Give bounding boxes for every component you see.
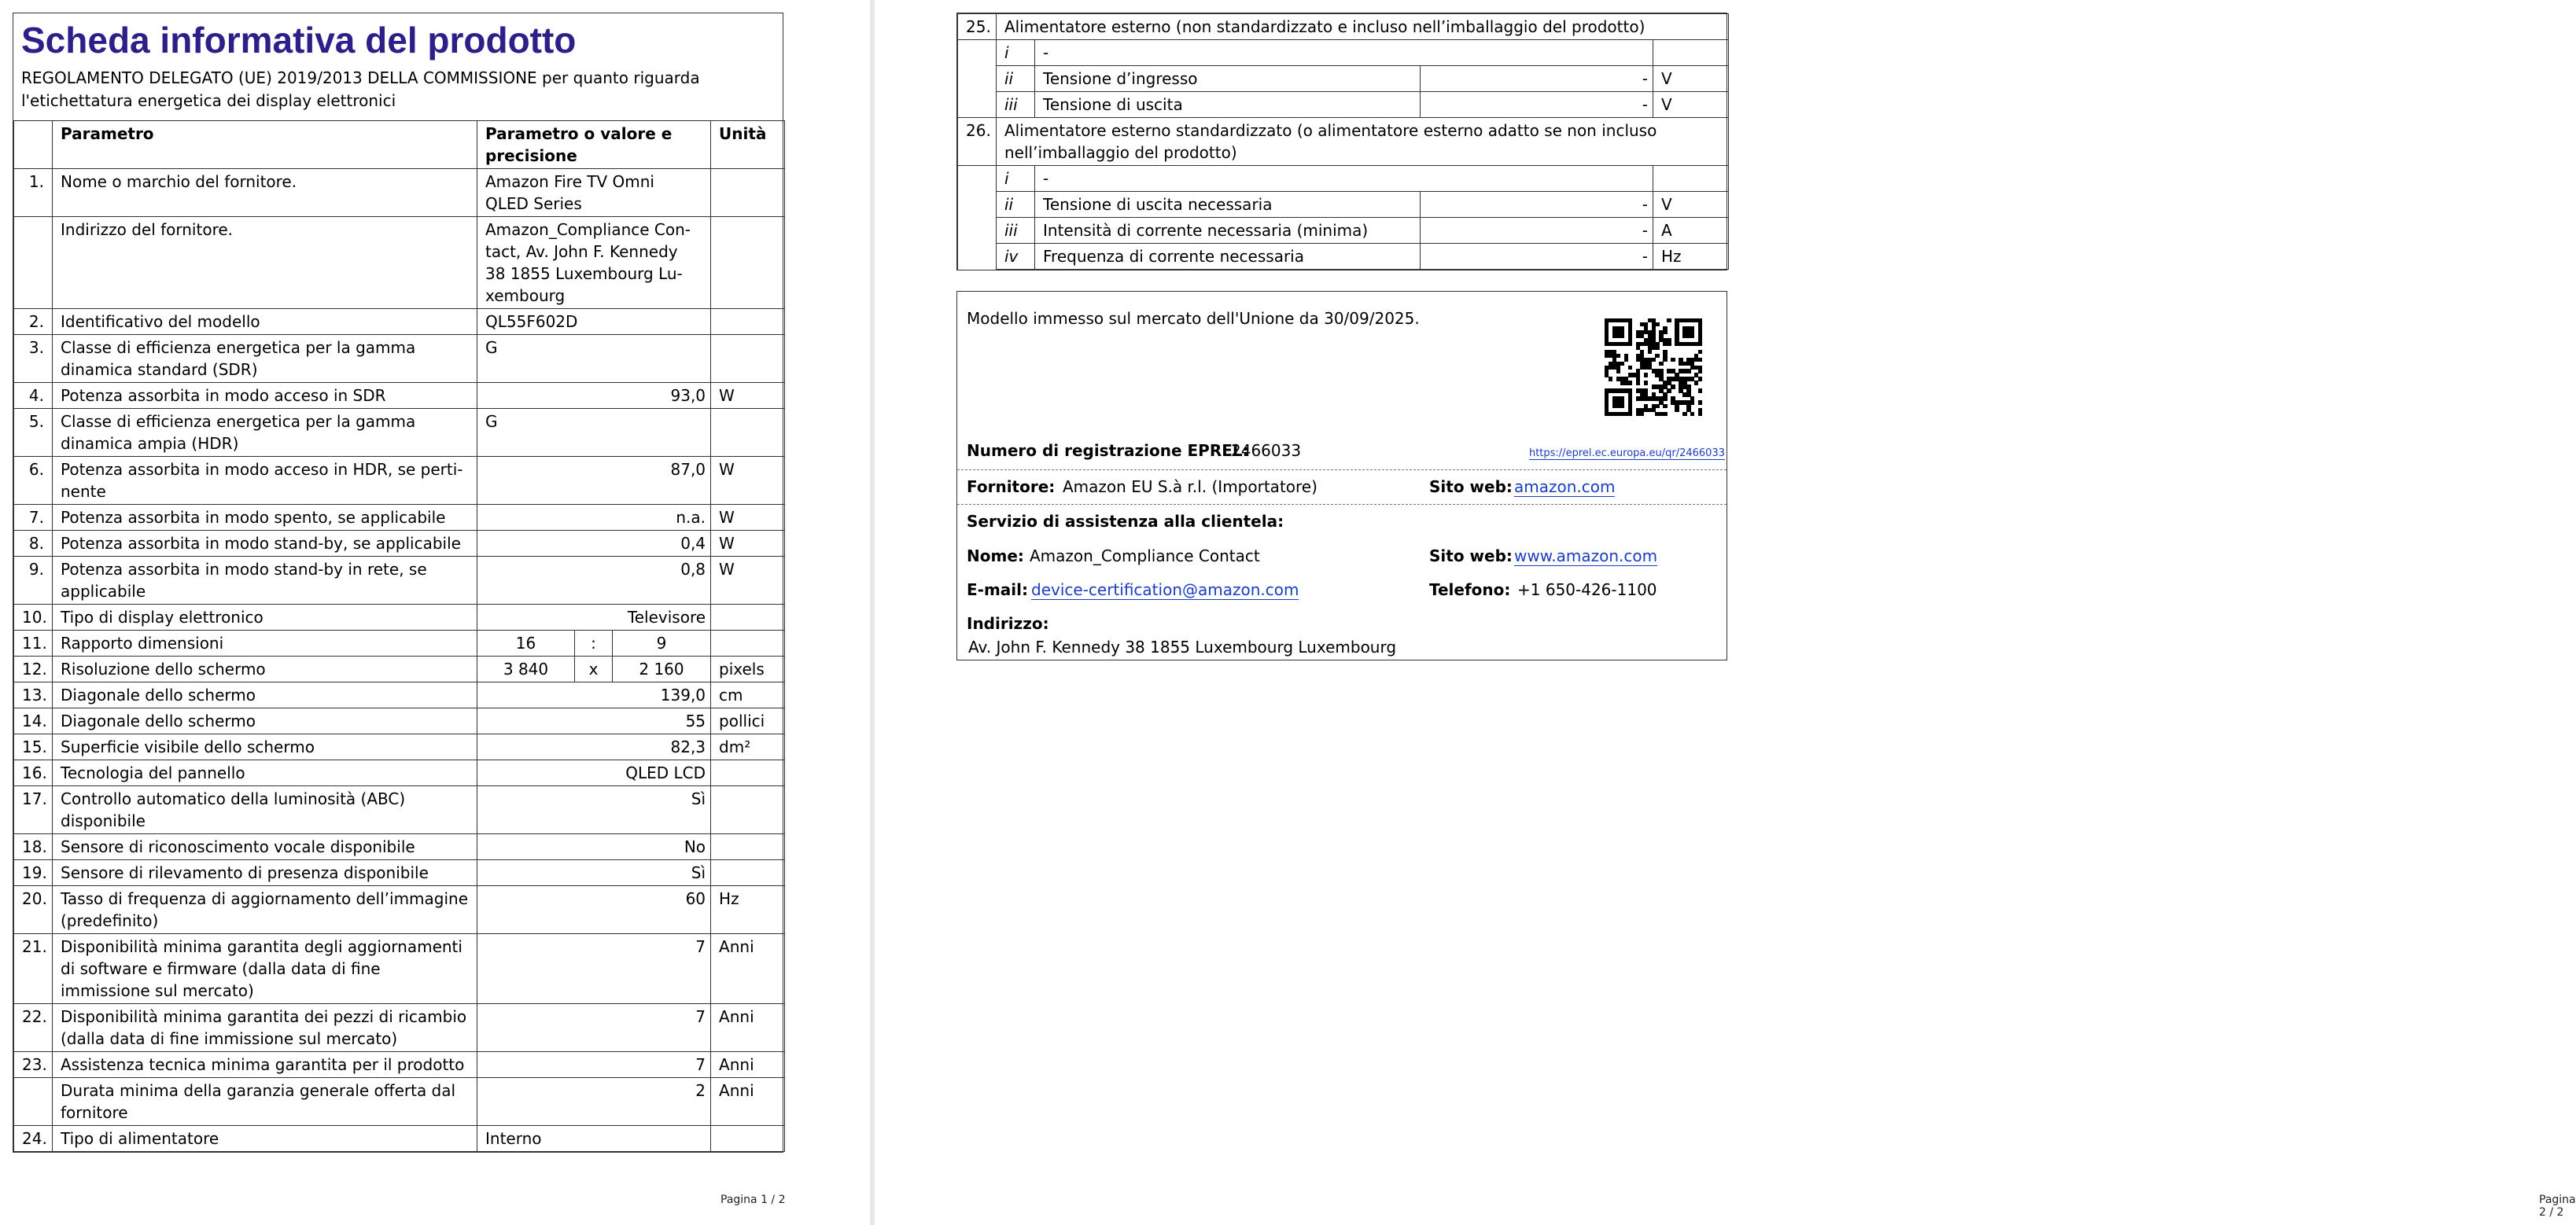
row-number	[958, 40, 997, 66]
table-row	[14, 1004, 785, 1052]
row-value: 7	[477, 1004, 711, 1052]
row-parameter: Indirizzo del fornitore.	[53, 217, 477, 309]
row-value: -	[1421, 218, 1653, 244]
row-number: 24.	[14, 1126, 53, 1152]
table-row	[14, 557, 785, 605]
row-number: 1.	[14, 169, 53, 217]
row-unit: V	[1653, 192, 1729, 218]
supplier-website-link[interactable]: amazon.com	[1514, 477, 1616, 496]
table-row	[14, 886, 785, 934]
row-number: 26.	[958, 118, 997, 166]
table-row	[14, 1052, 785, 1078]
row-parameter: Superficie visibile dello schermo	[53, 734, 477, 760]
row-number	[958, 244, 997, 270]
row-parameter: Durata minima della garanzia generale offerta dal fornitore	[53, 1078, 477, 1126]
supplier-value: Amazon EU S.à r.l. (Importatore)	[1063, 477, 1317, 496]
row-unit: dm²	[711, 734, 785, 760]
row-value: QLED LCD	[477, 760, 711, 786]
row-parameter: Alimentatore esterno (non standardizzato e incluso nell’imballaggio del prodotto)	[997, 14, 1729, 40]
row-index: iii	[997, 218, 1035, 244]
row-unit	[711, 860, 785, 886]
row-parameter: Tasso di frequenza di aggiornamento dell’immagine (predefinito)	[53, 886, 477, 934]
row-parameter: Frequenza di corrente necessaria	[1035, 244, 1421, 270]
row-value: 139,0	[477, 682, 711, 708]
row-value: G	[477, 409, 711, 457]
row-number	[14, 1078, 53, 1126]
table-row	[14, 760, 785, 786]
row-value: No	[477, 834, 711, 860]
row-unit	[711, 760, 785, 786]
parameters-table	[13, 120, 785, 1152]
row-parameter: Tensione d’ingresso	[1035, 66, 1421, 92]
row-number	[958, 218, 997, 244]
row-parameter: Alimentatore esterno standardizzato (o alimentatore esterno adatto se non incluso nell’imballaggio del prodotto)	[997, 118, 1729, 166]
row-unit: W	[711, 383, 785, 409]
row-unit: V	[1653, 92, 1729, 118]
row-value: 87,0	[477, 457, 711, 505]
row-parameter: Potenza assorbita in modo stand-by in rete, se applicabile	[53, 557, 477, 605]
row-parameter: Assistenza tecnica minima garantita per il prodotto	[53, 1052, 477, 1078]
divider	[957, 469, 1727, 470]
row-unit: Anni	[711, 1052, 785, 1078]
row-value: n.a.	[477, 505, 711, 531]
phone-label: Telefono:	[1429, 580, 1511, 599]
row-unit: pixels	[711, 657, 785, 682]
row-unit: W	[711, 557, 785, 605]
row-value-2: 9	[613, 631, 711, 657]
row-number: 13.	[14, 682, 53, 708]
row-unit: Hz	[1653, 244, 1729, 270]
header-value: Parametro o valore e precisione	[477, 121, 711, 169]
supplier-website-label: Sito web:	[1429, 477, 1513, 496]
eprel-number: 2466033	[1231, 441, 1302, 460]
row-parameter: Potenza assorbita in modo acceso in HDR, se pertinente	[53, 457, 477, 505]
row-parameter: Tipo di display elettronico	[53, 605, 477, 631]
table-row	[14, 169, 785, 217]
row-number: 3.	[14, 335, 53, 383]
row-unit	[711, 335, 785, 383]
row-number: 22.	[14, 1004, 53, 1052]
row-unit: W	[711, 505, 785, 531]
row-index: ii	[997, 66, 1035, 92]
row-number: 25.	[958, 14, 997, 40]
row-parameter: -	[1035, 40, 1653, 66]
table-row	[14, 860, 785, 886]
table-row	[14, 531, 785, 557]
row-value: 2	[477, 1078, 711, 1126]
row-unit	[711, 217, 785, 309]
row-parameter: Identificativo del modello	[53, 309, 477, 335]
row-parameter: Potenza assorbita in modo acceso in SDR	[53, 383, 477, 409]
row-number: 6.	[14, 457, 53, 505]
row-index: i	[997, 40, 1035, 66]
header-num	[14, 121, 53, 169]
divider	[957, 504, 1727, 505]
row-unit	[711, 409, 785, 457]
row-unit: pollici	[711, 708, 785, 734]
service-title: Servizio di assistenza alla clientela:	[967, 512, 1284, 531]
table-row	[14, 505, 785, 531]
row-unit: V	[1653, 66, 1729, 92]
row-parameter: Disponibilità minima garantita dei pezzi di ricambio (dalla data di fine immissione sul mercato)	[53, 1004, 477, 1052]
row-value: 0,4	[477, 531, 711, 557]
row-value: Interno	[477, 1126, 711, 1152]
row-index: iii	[997, 92, 1035, 118]
row-value: 60	[477, 886, 711, 934]
row-parameter: Nome o marchio del fornitore.	[53, 169, 477, 217]
row-parameter: Classe di efficienza energetica per la gamma dinamica ampia (HDR)	[53, 409, 477, 457]
row-value: 0,8	[477, 557, 711, 605]
row-value: Sì	[477, 786, 711, 834]
row-number	[958, 166, 997, 192]
table-row	[958, 244, 1729, 270]
table-row	[14, 1078, 785, 1126]
table-row	[14, 934, 785, 1004]
table-row	[958, 66, 1729, 92]
row-unit: W	[711, 531, 785, 557]
row-number: 8.	[14, 531, 53, 557]
row-unit: cm	[711, 682, 785, 708]
row-value: 82,3	[477, 734, 711, 760]
row-value: Amazon Fire TV Omni QLED Series	[477, 169, 711, 217]
table-row	[958, 118, 1729, 166]
row-value: -	[1421, 192, 1653, 218]
row-number: 12.	[14, 657, 53, 682]
row-index: ii	[997, 192, 1035, 218]
row-unit: Anni	[711, 934, 785, 1004]
table-row	[958, 192, 1729, 218]
power-supply-body	[958, 14, 1729, 270]
row-value: 55	[477, 708, 711, 734]
row-unit: W	[711, 457, 785, 505]
row-number: 15.	[14, 734, 53, 760]
row-number: 18.	[14, 834, 53, 860]
row-number: 9.	[14, 557, 53, 605]
row-value-1: 16	[477, 631, 575, 657]
table-row	[14, 457, 785, 505]
document-title: Scheda informativa del prodotto	[21, 20, 577, 61]
service-website-label: Sito web:	[1429, 546, 1513, 565]
row-index: i	[997, 166, 1035, 192]
table-row	[958, 166, 1729, 192]
table-row	[14, 786, 785, 834]
address-value: Av. John F. Kennedy 38 1855 Luxembourg Luxembourg	[968, 638, 1397, 657]
table-row	[14, 309, 785, 335]
table-row	[14, 335, 785, 383]
row-unit: Anni	[711, 1004, 785, 1052]
row-number: 10.	[14, 605, 53, 631]
row-parameter: -	[1035, 166, 1653, 192]
row-value-separator: x	[575, 657, 613, 682]
table-row	[958, 218, 1729, 244]
row-parameter: Controllo automatico della luminosità (ABC) disponibile	[53, 786, 477, 834]
row-unit	[711, 631, 785, 657]
header-param: Parametro	[53, 121, 477, 169]
table-row	[958, 14, 1729, 40]
row-value-separator: :	[575, 631, 613, 657]
parameters-body	[14, 169, 785, 1152]
row-number	[958, 66, 997, 92]
row-value: 7	[477, 934, 711, 1004]
row-parameter: Classe di efficienza energetica per la gamma dinamica standard (SDR)	[53, 335, 477, 383]
power-supply-table	[956, 13, 1727, 270]
supplier-label: Fornitore:	[967, 477, 1056, 496]
document-subtitle: REGOLAMENTO DELEGATO (UE) 2019/2013 DELLA COMMISSIONE per quanto riguarda l'etichettatura energetica dei display elettronici	[21, 68, 700, 110]
market-date-text: Modello immesso sul mercato dell'Unione da 30/09/2025.	[967, 309, 1420, 328]
row-number	[958, 192, 997, 218]
phone-value: +1 650-426-1100	[1517, 580, 1657, 599]
table-header-row	[14, 121, 785, 169]
page-1	[0, 0, 870, 1225]
row-value: QL55F602D	[477, 309, 711, 335]
row-number: 5.	[14, 409, 53, 457]
row-number: 23.	[14, 1052, 53, 1078]
row-number	[958, 92, 997, 118]
row-parameter: Tipo di alimentatore	[53, 1126, 477, 1152]
row-number: 4.	[14, 383, 53, 409]
email-link[interactable]: device-certification@amazon.com	[1031, 580, 1299, 599]
qr-code-icon[interactable]	[1605, 318, 1702, 416]
row-value: 93,0	[477, 383, 711, 409]
row-value: -	[1421, 92, 1653, 118]
row-unit	[1653, 166, 1729, 192]
address-label: Indirizzo:	[967, 614, 1049, 633]
table-row	[14, 834, 785, 860]
table-row	[14, 657, 785, 682]
table-row	[14, 409, 785, 457]
row-number: 20.	[14, 886, 53, 934]
row-value-1: 3 840	[477, 657, 575, 682]
eprel-label: Numero di registrazione EPREL:	[967, 441, 1249, 460]
row-unit: Hz	[711, 886, 785, 934]
table-row	[14, 217, 785, 309]
page-number: Pagina 1 / 2	[720, 1194, 786, 1206]
row-unit	[711, 834, 785, 860]
row-number: 17.	[14, 786, 53, 834]
table-row	[14, 708, 785, 734]
row-unit	[711, 169, 785, 217]
header-unit: Unità	[711, 121, 785, 169]
row-unit	[711, 605, 785, 631]
row-parameter: Disponibilità minima garantita degli aggiornamenti di software e firmware (dalla data di fine immissione sul mercato)	[53, 934, 477, 1004]
row-parameter: Intensità di corrente necessaria (minima)	[1035, 218, 1421, 244]
row-parameter: Potenza assorbita in modo stand-by, se applicabile	[53, 531, 477, 557]
row-parameter: Diagonale dello schermo	[53, 682, 477, 708]
row-parameter: Tecnologia del pannello	[53, 760, 477, 786]
table-row	[14, 734, 785, 760]
row-unit: Anni	[711, 1078, 785, 1126]
row-number: 11.	[14, 631, 53, 657]
row-unit	[711, 786, 785, 834]
page-number: Pagina 2 / 2	[2539, 1194, 2576, 1219]
table-row	[14, 605, 785, 631]
row-number: 21.	[14, 934, 53, 1004]
row-value-2: 2 160	[613, 657, 711, 682]
row-parameter: Diagonale dello schermo	[53, 708, 477, 734]
row-parameter: Tensione di uscita	[1035, 92, 1421, 118]
row-unit	[711, 309, 785, 335]
row-unit	[711, 1126, 785, 1152]
email-label: E-mail:	[967, 580, 1029, 599]
table-row	[958, 92, 1729, 118]
row-value: Sì	[477, 860, 711, 886]
table-row	[958, 40, 1729, 66]
row-value: 7	[477, 1052, 711, 1078]
row-value: G	[477, 335, 711, 383]
row-value: Televisore	[477, 605, 711, 631]
row-unit: A	[1653, 218, 1729, 244]
row-unit	[1653, 40, 1729, 66]
row-parameter: Sensore di riconoscimento vocale disponibile	[53, 834, 477, 860]
row-parameter: Tensione di uscita necessaria	[1035, 192, 1421, 218]
row-number: 7.	[14, 505, 53, 531]
table-row	[14, 383, 785, 409]
row-number	[14, 217, 53, 309]
row-value: Amazon_Compliance Contact, Av. John F. Kennedy 38 1855 Luxembourg Luxembourg	[477, 217, 711, 309]
service-name-label: Nome:	[967, 546, 1024, 565]
product-info-sheet	[13, 13, 783, 1153]
row-parameter: Sensore di rilevamento di presenza disponibile	[53, 860, 477, 886]
service-website-link[interactable]: www.amazon.com	[1514, 546, 1658, 565]
row-parameter: Rapporto dimensioni	[53, 631, 477, 657]
eprel-info-box	[956, 291, 1727, 660]
row-number: 16.	[14, 760, 53, 786]
row-parameter: Risoluzione dello schermo	[53, 657, 477, 682]
table-row	[14, 1126, 785, 1152]
row-number: 2.	[14, 309, 53, 335]
table-row	[14, 631, 785, 657]
eprel-link[interactable]: https://eprel.ec.europa.eu/qr/2466033	[1528, 447, 1725, 459]
row-number: 19.	[14, 860, 53, 886]
row-index: iv	[997, 244, 1035, 270]
row-number: 14.	[14, 708, 53, 734]
row-parameter: Potenza assorbita in modo spento, se applicabile	[53, 505, 477, 531]
service-name-value: Amazon_Compliance Contact	[1030, 546, 1260, 565]
table-row	[14, 682, 785, 708]
row-value: -	[1421, 66, 1653, 92]
row-value: -	[1421, 244, 1653, 270]
